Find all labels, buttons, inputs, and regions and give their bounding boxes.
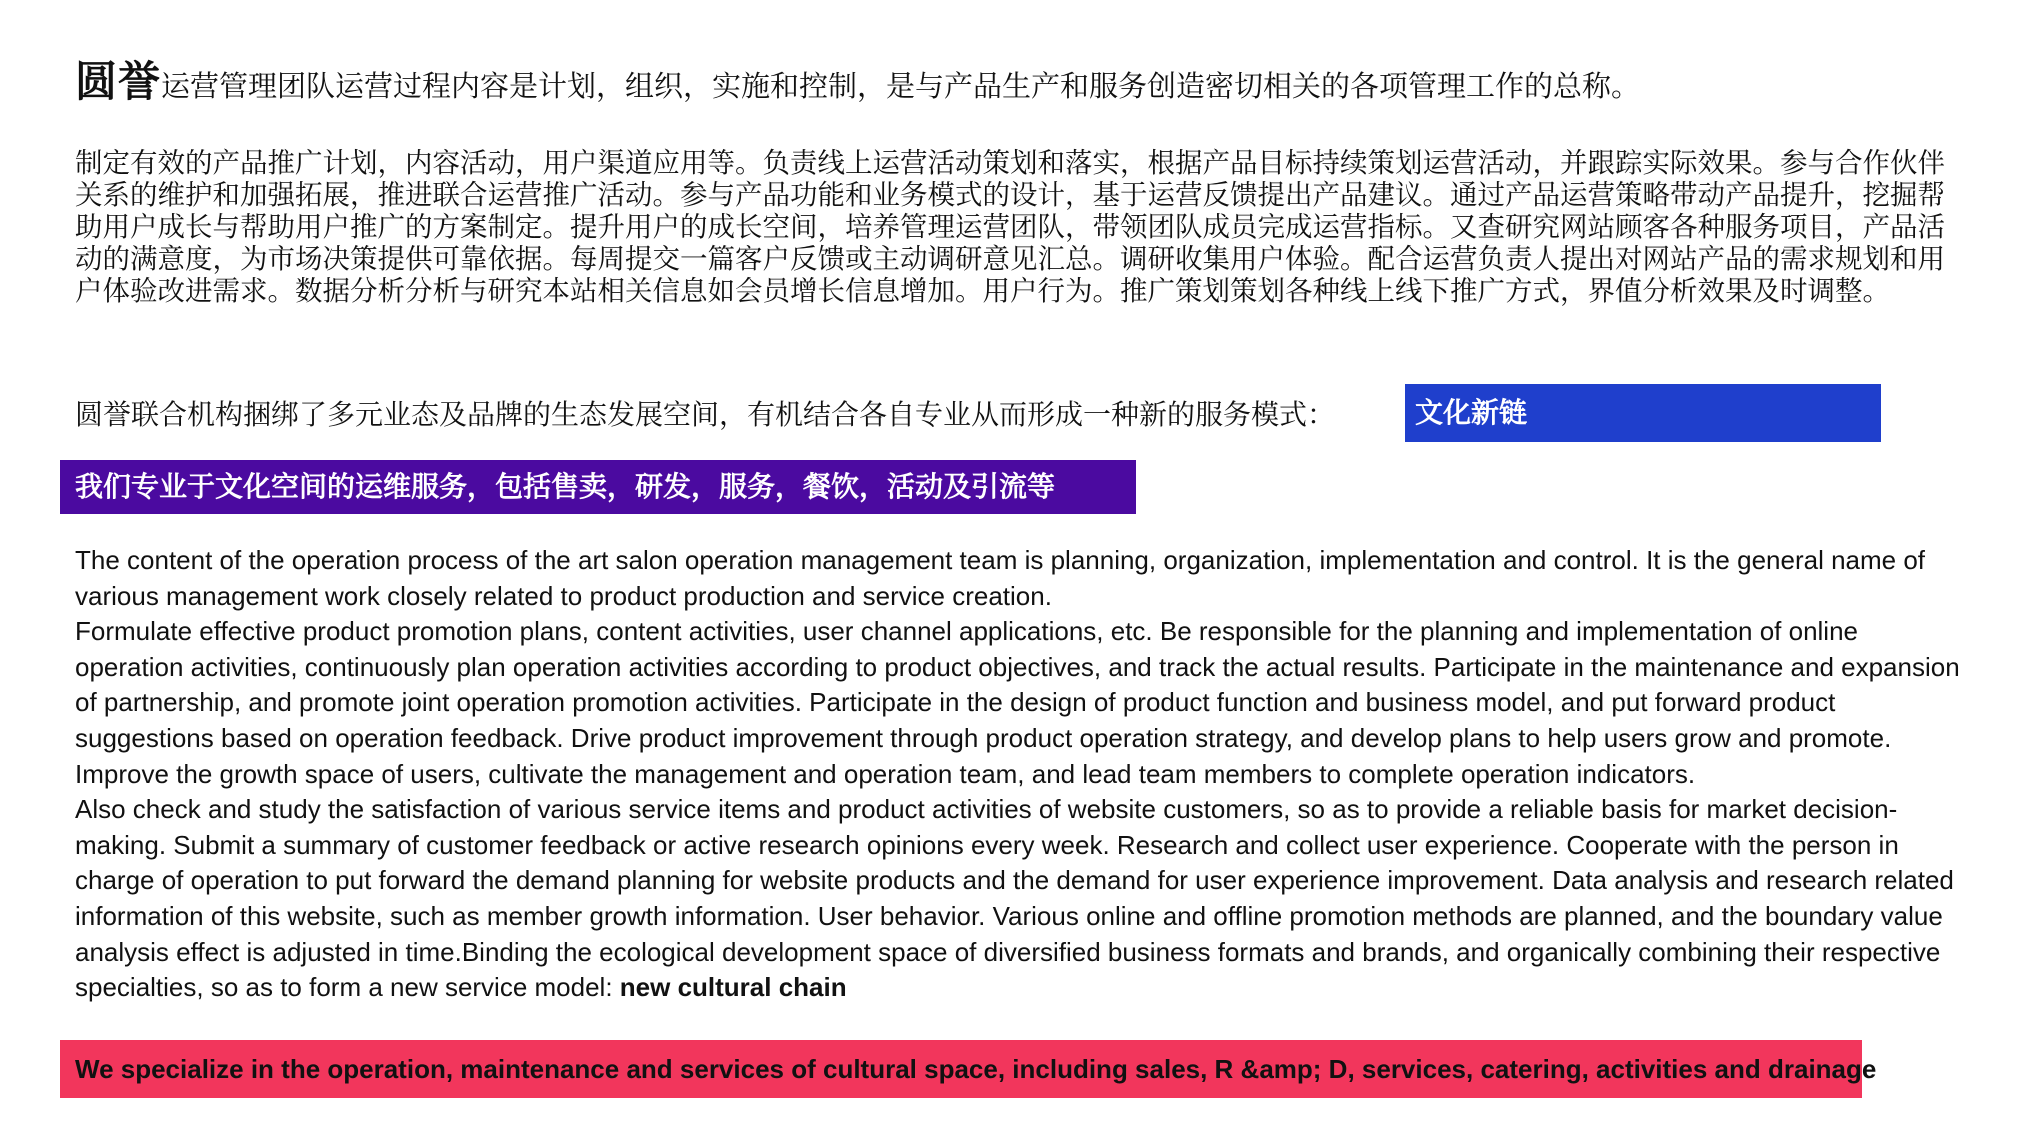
new-cultural-chain-text: new cultural chain [619,972,847,1003]
chinese-paragraph: 制定有效的产品推广计划，内容活动，用户渠道应用等。负责线上运营活动策划和落实，根据产品目标持续策划运营活动，并跟踪实际效果。参与合作伙伴关系的维护和加强拓展，推进联合运营推广活动。参与产品功能和业务模式的设计，基于运营反馈提出产品建议。通过产品运营策略带动产品提升，挖掘帮助用户成长与帮助用户推广的方案制定。提升用户的成长空间，培养管理运营团队，带领团队成员完成运营指标。又查研究网站顾客各种服务项目，产品活动的满意度，为市场决策提供可靠依据。每周提交一篇客户反馈或主动调研意见汇总。调研收集用户体验。配合运营负责人提出对网站产品的需求规划和用户体验改进需求。数据分析分析与研究本站相关信息如会员增长信息增加。用户行为。推广策划策划各种线上线下推广方式，界值分析效果及时调整。 [75,147,1945,307]
intro-heading [75,57,1955,106]
brand-name: 圆誉 [75,57,162,106]
english-text-block [75,543,1965,1006]
intro-text: 运营管理团队运营过程内容是计划，组织，实施和控制，是与产品生产和服务创造密切相关的各项管理工作的总称。 [161,69,1641,103]
english-slogan-banner: We specialize in the operation, maintenance and services of cultural space, including sales, R &amp; D, services, catering, activities and drainage [60,1040,1862,1098]
culture-chain-highlight: 文化新链 [1405,384,1881,442]
english-paragraph-1: The content of the operation process of the art salon operation management team is planning, organization, implementation and control. It is the general name of various management work closely related to product production and service creation. [75,545,1926,611]
chinese-slogan-banner: 我们专业于文化空间的运维服务，包括售卖，研发，服务，餐饮，活动及引流等 [60,460,1136,514]
chinese-union-line: 圆誉联合机构捆绑了多元业态及品牌的生态发展空间，有机结合各自专业从而形成一种新的服务模式： [75,398,1336,431]
english-paragraph-3 [75,792,1965,1006]
english-paragraph-3-text: Also check and study the satisfaction of various service items and product activities of website customers, so as to provide a reliable basis for market decision-making. Submit a summary of customer feedback or active research opinions every week. Research and collect user experience. Cooperate with the person in charge of operation to put forward the demand planning for website products and the demand for user experience improvement. Data analysis and research related information of this website, such as member growth information. User behavior. Various online and offline promotion methods are planned, and the boundary value analysis effect is adjusted in time.Binding the ecological development space of diversified business formats and brands, and organically combining their respective specialties, so as to form a new service model: [75,794,1954,1003]
english-paragraph-2: Formulate effective product promotion plans, content activities, user channel applications, etc. Be responsible for the planning and implementation of online operation activities, continuously plan operation activities according to product objectives, and track the actual results. Participate in the maintenance and expansion of partnership, and promote joint operation promotion activities. Participate in the design of product function and business model, and put forward product suggestions based on operation feedback. Drive product improvement through product operation strategy, and develop plans to help users grow and promote. Improve the growth space of users, cultivate the management and operation team, and lead team members to complete operation indicators. [75,616,1960,789]
